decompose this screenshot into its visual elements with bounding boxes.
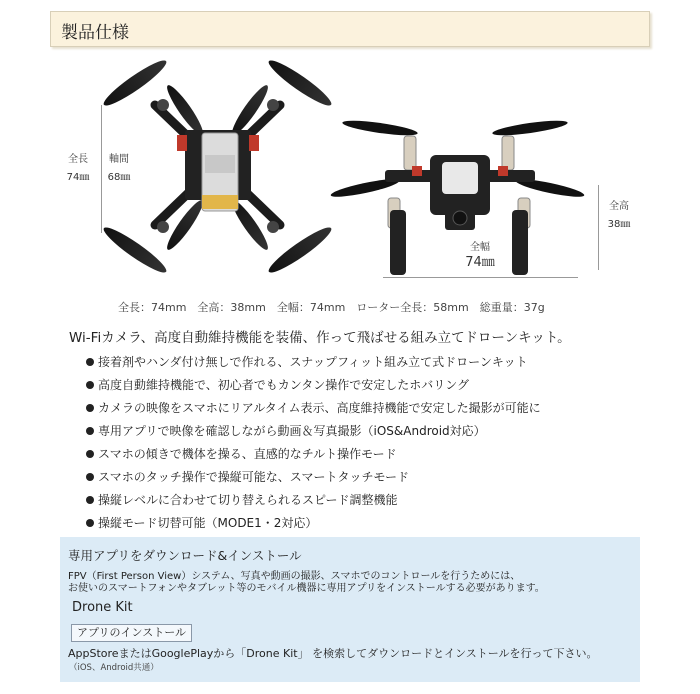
install-app-button[interactable]: アプリのインストール: [71, 624, 192, 642]
feature-list: [86, 350, 541, 534]
bullet-icon: [86, 519, 94, 527]
spec-summary: 全長：74mm 全高：38mm 全幅：74mm ローター全長：58mm 総重量：37g: [118, 301, 545, 314]
feature-item: 接着剤やハンダ付け無しで作れる、スナップフィット組み立て式ドローンキット: [86, 350, 541, 373]
width-label: 全幅 74㎜: [465, 242, 495, 270]
feature-item: 専用アプリで映像を確認しながら動画＆写真撮影（iOS&Android対応）: [86, 419, 541, 442]
app-download-panel: [60, 537, 640, 682]
product-figure: [55, 55, 655, 300]
height-label: 全高 38㎜: [607, 201, 631, 230]
section-title: 製品仕様: [61, 23, 129, 43]
install-instructions: AppStoreまたはGooglePlayから「Drone Kit」 を検索してダウンロードとインストールを行って下さい。: [68, 647, 598, 660]
app-description: FPV（First Person View）システム、写真や動画の撮影、スマホでのコントロールを行うためには、 お使いのスマートフォンやタブレット等のモバイル機器に専用アプリをインストールする必要があります。: [68, 571, 545, 594]
bullet-icon: [86, 381, 94, 389]
platform-note: （iOS、Android共通）: [69, 663, 159, 673]
section-header: [50, 11, 650, 47]
bullet-icon: [86, 496, 94, 504]
feature-item: スマホの傾きで機体を操る、直感的なチルト操作モード: [86, 442, 541, 465]
lead-text: Wi-Fiカメラ、高度自動維持機能を装備、作って飛ばせる組み立てドローンキット。: [69, 330, 571, 346]
bullet-icon: [86, 427, 94, 435]
full-length-label: 全長 74㎜: [66, 154, 90, 183]
bullet-icon: [86, 404, 94, 412]
bullet-icon: [86, 450, 94, 458]
feature-item: 操縦モード切替可能（MODE1・2対応）: [86, 511, 541, 534]
bullet-icon: [86, 358, 94, 366]
feature-item: カメラの映像をスマホにリアルタイム表示、高度維持機能で安定した撮影が可能に: [86, 396, 541, 419]
axis-distance-label: 軸間 68㎜: [107, 154, 131, 183]
feature-item: スマホのタッチ操作で操縦可能な、スマートタッチモード: [86, 465, 541, 488]
app-panel-title: 専用アプリをダウンロード&インストール: [68, 548, 302, 563]
feature-item: 高度自動維持機能で、初心者でもカンタン操作で安定したホバリング: [86, 373, 541, 396]
bullet-icon: [86, 473, 94, 481]
feature-item: 操縦レベルに合わせて切り替えられるスピード調整機能: [86, 488, 541, 511]
app-name: Drone Kit: [72, 600, 133, 615]
